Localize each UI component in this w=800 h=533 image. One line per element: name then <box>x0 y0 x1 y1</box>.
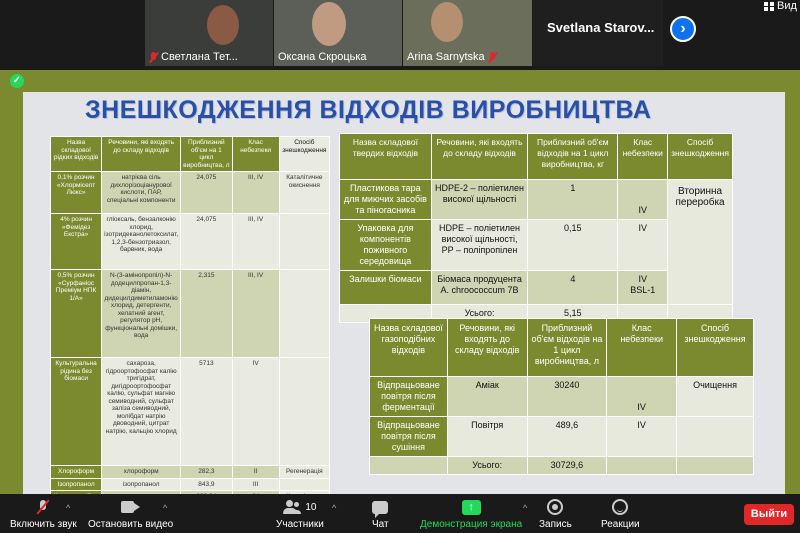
table-cell: III, IV <box>232 214 279 270</box>
table-cell: Каталітичне окиснення <box>279 172 329 214</box>
table-cell: 2,315 <box>181 270 232 358</box>
chat-label: Чат <box>372 519 389 530</box>
table-cell: 24,075 <box>181 172 232 214</box>
camera-icon <box>121 501 141 513</box>
table-cell <box>668 180 733 305</box>
total-value: 5,15 <box>528 305 618 323</box>
table-cell: сахароза, гідроортофосфат калію тригідрат, дигідроортофосфат калію, сульфат магнію семиводний, сульфат заліза семиводний, молібдат натрію двоводний, цитрат натрію, кальцію хлорид <box>102 358 181 466</box>
reaction-smiley-icon <box>612 499 628 515</box>
audio-options-caret[interactable]: ^ <box>66 503 71 513</box>
hazard-class: IV <box>638 274 647 284</box>
participant-name: Arina Sarnytska <box>407 51 485 63</box>
column-header: Спосіб знешкодження <box>668 134 733 180</box>
share-options-caret[interactable]: ^ <box>523 503 528 513</box>
table-cell: 0,1% розчин «Хлормісепт Люкс» <box>51 172 102 214</box>
total-label: Усього: <box>431 305 528 323</box>
table-header-row <box>51 137 330 172</box>
next-page-button[interactable] <box>670 16 696 42</box>
table-cell: 30240 <box>527 377 607 417</box>
participant-label <box>407 51 497 63</box>
share-screen-icon: ↑ <box>462 500 481 515</box>
shared-screen <box>0 70 800 494</box>
column-header: Приблизний об'єм відходів на 1 цикл виробництва, кг <box>528 134 618 180</box>
table-cell: IV <box>607 377 677 417</box>
leave-meeting-button[interactable]: Выйти <box>744 504 794 525</box>
column-header: Спосіб знешкодження <box>677 319 754 377</box>
column-header: Приблизний об'єм відходів на 1 цикл виробництва, л <box>527 319 607 377</box>
table-cell: Упаковка для компонентів поживного середовища <box>340 220 432 271</box>
table-cell: HDPE – поліетилен високої щільності, PP – поліпропілен <box>431 220 528 271</box>
active-speaker-name: Svetlana Starov... <box>547 20 655 35</box>
table-cell <box>279 478 329 491</box>
table-cell: 4% розчин «Фемідез Екстра» <box>51 214 102 270</box>
record-button[interactable] <box>539 498 572 530</box>
table-cell: Очищення <box>677 377 754 417</box>
table-cell: гліоксаль, бензалконію хлорид, ізотридеканолетоксилат, 1,2,3-бензотриазол, барвник, вода <box>102 214 181 270</box>
column-header: Речовини, які входять до складу відходів <box>447 319 527 377</box>
column-header: Клас небезпеки <box>232 137 279 172</box>
table-cell: 0,15 <box>528 220 618 271</box>
table-cell: III, IV <box>232 172 279 214</box>
table-cell: IV <box>607 417 677 457</box>
presentation-slide <box>23 92 785 494</box>
participant-name: Оксана Скроцька <box>278 51 367 63</box>
meeting-toolbar <box>0 494 800 533</box>
table-row <box>51 466 330 479</box>
table-cell: 489,6 <box>527 417 607 457</box>
table-cell: 843,9 <box>181 478 232 491</box>
column-header: Назва складової рідких відходів <box>51 137 102 172</box>
stop-video-label: Остановить видео <box>88 519 174 530</box>
table-cell: IV <box>232 358 279 466</box>
active-speaker-tile[interactable] <box>533 0 663 66</box>
table-cell: IV <box>618 220 668 271</box>
table-cell: Пластикова тара для миючих засобів та піногасника <box>340 180 432 220</box>
table-cell: 24,075 <box>181 214 232 270</box>
table-cell: 4 <box>528 271 618 305</box>
participant-label <box>149 51 238 63</box>
table-cell: IV <box>618 180 668 220</box>
table-cell: ізопропанол <box>102 478 181 491</box>
column-header: Клас небезпеки <box>618 134 668 180</box>
table-cell: Регенерація <box>279 466 329 479</box>
mic-off-icon <box>488 52 497 63</box>
gaseous-waste-table <box>369 318 754 475</box>
participant-video <box>207 5 239 45</box>
stop-video-button[interactable] <box>88 498 173 530</box>
participant-strip <box>0 0 800 70</box>
table-cell <box>279 214 329 270</box>
column-header: Клас небезпеки <box>607 319 677 377</box>
table-total-row <box>370 457 754 475</box>
column-header: Приблизний об'єм на 1 цикл виробництва, л <box>181 137 232 172</box>
table-cell: Повітря <box>447 417 527 457</box>
table-row <box>51 270 330 358</box>
table-row <box>51 214 330 270</box>
table-cell: Відпрацьоване повітря після ферментації <box>370 377 448 417</box>
total-value: 30729,6 <box>527 457 607 475</box>
table-cell: Біомаса продуцента A. chroococcum 7B <box>431 271 528 305</box>
table-cell: Залишки біомаси <box>340 271 432 305</box>
participants-options-caret[interactable]: ^ <box>332 503 337 513</box>
table-cell: 5713 <box>181 358 232 466</box>
reactions-button[interactable] <box>601 498 640 530</box>
table-cell: 1 <box>528 180 618 220</box>
column-header: Речовини, які входять до складу відходів <box>431 134 528 180</box>
table-row <box>370 377 754 417</box>
table-row <box>51 478 330 491</box>
share-screen-button[interactable] <box>420 498 522 530</box>
table-row <box>51 172 330 214</box>
table-cell: III <box>232 478 279 491</box>
biosafety-level: BSL-1 <box>630 285 656 295</box>
participant-tile-2[interactable] <box>274 0 402 66</box>
security-shield-icon[interactable]: ✓ <box>10 74 24 88</box>
table-cell: HDPE-2 – поліетилен високої щільності <box>431 180 528 220</box>
table-cell: 0,5% розчин «Сурфаніос Преміум НПК 1/A» <box>51 270 102 358</box>
mic-off-icon <box>149 52 158 63</box>
participant-tile-3[interactable] <box>403 0 532 66</box>
table-row <box>51 358 330 466</box>
table-cell: натрієва сіль дихлорізоціанурової кислоти, ПАР, спеціальні компоненти <box>102 172 181 214</box>
participants-icon <box>283 500 301 514</box>
table-cell: 282,3 <box>181 466 232 479</box>
share-screen-label: Демонстрация экрана <box>420 519 523 530</box>
table-cell: II <box>232 466 279 479</box>
participants-count: 10 <box>305 501 317 513</box>
solid-waste-table <box>339 133 733 323</box>
participants-button[interactable] <box>276 498 324 530</box>
chevron-right-icon: › <box>680 20 686 37</box>
total-label: Усього: <box>447 457 527 475</box>
column-header: Назва складової газоподібних відходів <box>370 319 448 377</box>
participant-video <box>312 2 346 46</box>
participants-label: Участники <box>276 519 324 530</box>
view-label: Вид <box>777 0 797 12</box>
participant-name: Светлана Тет... <box>161 51 238 63</box>
slide-title: ЗНЕШКОДЖЕННЯ ВІДХОДІВ ВИРОБНИЦТВА <box>85 96 652 124</box>
table-cell: Хлороформ <box>51 466 102 479</box>
chat-button[interactable] <box>372 498 389 530</box>
table-cell <box>618 271 668 305</box>
disposal-method: Вторинна переробка <box>675 186 725 208</box>
table-cell: хлороформ <box>102 466 181 479</box>
table-header-row <box>370 319 754 377</box>
mic-muted-icon <box>38 500 48 515</box>
chat-icon <box>372 501 388 514</box>
participant-tile-1[interactable] <box>145 0 273 66</box>
liquid-waste-table <box>50 136 330 494</box>
view-button[interactable] <box>764 0 797 12</box>
unmute-label: Включить звук <box>10 519 77 530</box>
grid-view-icon <box>764 2 774 11</box>
table-cell: Ізопропанол <box>51 478 102 491</box>
column-header: Спосіб знешкодження <box>279 137 329 172</box>
column-header: Речовини, які входять до складу відходів <box>102 137 181 172</box>
table-cell: Аміак <box>447 377 527 417</box>
table-cell <box>677 417 754 457</box>
reactions-label: Реакции <box>601 519 640 530</box>
table-cell: Відпрацьоване повітря після сушіння <box>370 417 448 457</box>
record-icon <box>547 499 563 515</box>
video-options-caret[interactable]: ^ <box>163 503 168 513</box>
table-cell: N-(3-амінопропіл)-N-додецилпропан-1,3-діамін, дидецилдиметиламонію хлорид, детергенти, хелатний агент, регулятор pH, функціональні домішки, вода <box>102 270 181 358</box>
table-cell <box>279 358 329 466</box>
participant-video <box>431 2 463 42</box>
column-header: Назва складової твердих відходів <box>340 134 432 180</box>
table-row <box>370 417 754 457</box>
table-cell: Культуральна рідина без біомаси <box>51 358 102 466</box>
table-cell: III, IV <box>232 270 279 358</box>
table-header-row <box>340 134 733 180</box>
table-row <box>340 180 733 220</box>
participant-label <box>278 51 367 63</box>
table-cell <box>279 270 329 358</box>
record-label: Запись <box>539 519 572 530</box>
